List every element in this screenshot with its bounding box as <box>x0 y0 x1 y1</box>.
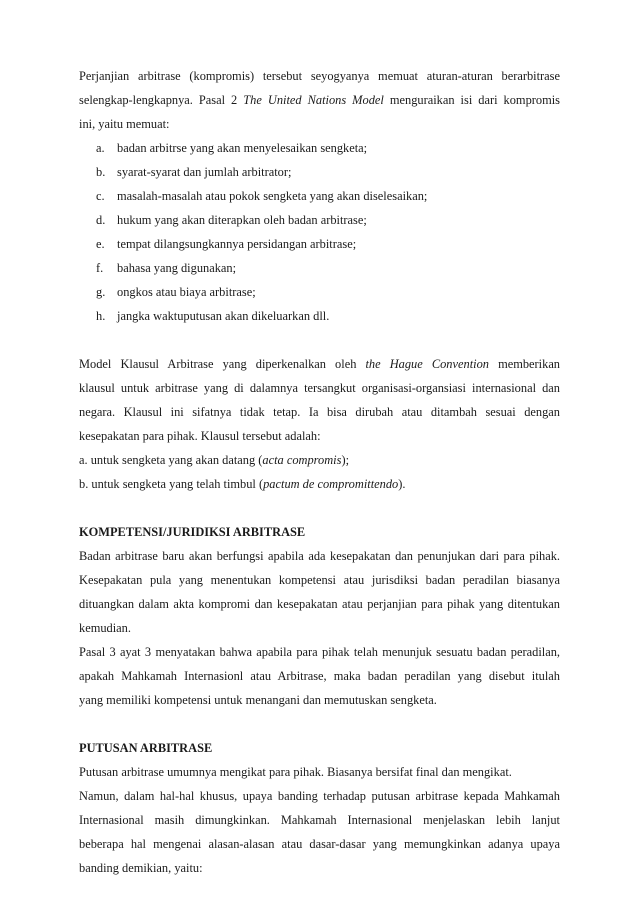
list-item-text: hukum yang akan diterapkan oleh badan arbitrase; <box>117 213 367 227</box>
kompetensi-line: dituangkan dalam akta kompromi dan kesepakatan atau perjanjian para pihak yang ditentukan <box>79 597 560 611</box>
list-item <box>96 280 560 304</box>
italic-run: the Hague Convention <box>365 357 489 371</box>
kompetensi-heading: KOMPETENSI/JURIDIKSI ARBITRASE <box>79 525 306 539</box>
text-run: memberikan <box>488 357 560 371</box>
italic-run: acta compromis <box>262 453 342 467</box>
kompetensi-line: yang memiliki kompetensi untuk menangani dan memutuskan sengketa. <box>79 693 437 707</box>
model-paragraph <box>79 352 560 496</box>
kompetensi-line: apakah Mahkamah Internasionl atau Arbitrase, maka badan peradilan yang disebut itulah <box>79 669 560 683</box>
model-line: klausul untuk arbitrase yang di dalamnya tersangkut organisasi-organsiasi internasional dan <box>79 381 560 395</box>
putusan-line: Putusan arbitrase umumnya mengikat para pihak. Biasanya bersifat final dan mengikat. <box>79 765 512 779</box>
paragraph-gap <box>79 712 560 736</box>
putusan-heading: PUTUSAN ARBITRASE <box>79 741 213 755</box>
list-item <box>96 184 560 208</box>
list-marker: f. <box>96 261 104 275</box>
model-item-a <box>79 448 560 472</box>
text-run: selengkap-lengkapnya. Pasal 2 <box>79 93 244 107</box>
text-run: a. untuk sengketa yang akan datang ( <box>79 453 263 467</box>
model-line: negara. Klausul ini sifatnya tidak tetap. Ia bisa dirubah atau ditambah sesuai dengan <box>79 405 560 419</box>
list-item-text: masalah-masalah atau pokok sengketa yang akan diselesaikan; <box>117 189 428 203</box>
text-run: ). <box>398 477 406 491</box>
list-marker: e. <box>96 237 105 251</box>
intro-line: ini, yaitu memuat: <box>79 117 170 131</box>
list-marker: a. <box>96 141 105 155</box>
kompetensi-paragraph <box>79 544 560 712</box>
list-item-text: ongkos atau biaya arbitrase; <box>117 285 256 299</box>
paragraph-gap <box>79 496 560 520</box>
list-item <box>96 136 560 160</box>
list-item-text: jangka waktuputusan akan dikeluarkan dll. <box>117 309 330 323</box>
intro-paragraph <box>79 64 560 136</box>
list-marker: g. <box>96 285 106 299</box>
list-item-text: bahasa yang digunakan; <box>117 261 237 275</box>
italic-run: pactum de compromittendo <box>263 477 399 491</box>
text-run: menguraikan isi dari kompromis <box>383 93 560 107</box>
list-item-text: badan arbitrse yang akan menyelesaikan sengketa; <box>117 141 368 155</box>
text-run: b. untuk sengketa yang telah timbul ( <box>79 477 264 491</box>
kompetensi-line: Badan arbitrase baru akan berfungsi apabila ada kesepakatan dan penunjukan dari para pihak. <box>79 549 560 563</box>
model-line <box>79 352 560 376</box>
list-item <box>96 304 560 328</box>
list-marker: d. <box>96 213 106 227</box>
intro-line <box>79 88 560 112</box>
kompetensi-line: Kesepakatan pula yang menentukan kompetensi atau jurisdiksi badan peradilan biasanya <box>79 573 560 587</box>
intro-line: Perjanjian arbitrase (kompromis) tersebut seyogyanya memuat aturan-aturan berarbitrase <box>79 69 560 83</box>
kompetensi-line: kemudian. <box>79 621 131 635</box>
list-item <box>96 208 560 232</box>
putusan-line: Namun, dalam hal-hal khusus, upaya banding terhadap putusan arbitrase kepada Mahkamah <box>79 789 560 803</box>
putusan-paragraph <box>79 760 560 880</box>
text-run: Model Klausul Arbitrase yang diperkenalkan oleh <box>79 357 366 371</box>
italic-run: The United Nations Model <box>243 93 384 107</box>
putusan-line: beberapa hal mengenai alasan-alasan atau dasar-dasar yang memungkinkan adanya upaya <box>79 837 560 851</box>
putusan-line: Internasional masih dimungkinkan. Mahkamah Internasional menjelaskan lebih lanjut <box>79 813 560 827</box>
putusan-line: banding demikian, yaitu: <box>79 861 203 875</box>
list-item <box>96 160 560 184</box>
text-run: ); <box>341 453 350 467</box>
list-marker: b. <box>96 165 106 179</box>
list-item <box>96 256 560 280</box>
content-list <box>79 136 560 328</box>
paragraph-gap <box>79 328 560 352</box>
list-item-text: syarat-syarat dan jumlah arbitrator; <box>117 165 292 179</box>
list-item <box>96 232 560 256</box>
list-marker: h. <box>96 309 106 323</box>
list-marker: c. <box>96 189 105 203</box>
list-item-text: tempat dilangsungkannya persidangan arbitrase; <box>117 237 357 251</box>
model-item-b <box>79 472 560 496</box>
model-line: kesepakatan para pihak. Klausul tersebut adalah: <box>79 429 321 443</box>
kompetensi-line: Pasal 3 ayat 3 menyatakan bahwa apabila para pihak telah menunjuk sesuatu badan peradilan, <box>79 645 560 659</box>
